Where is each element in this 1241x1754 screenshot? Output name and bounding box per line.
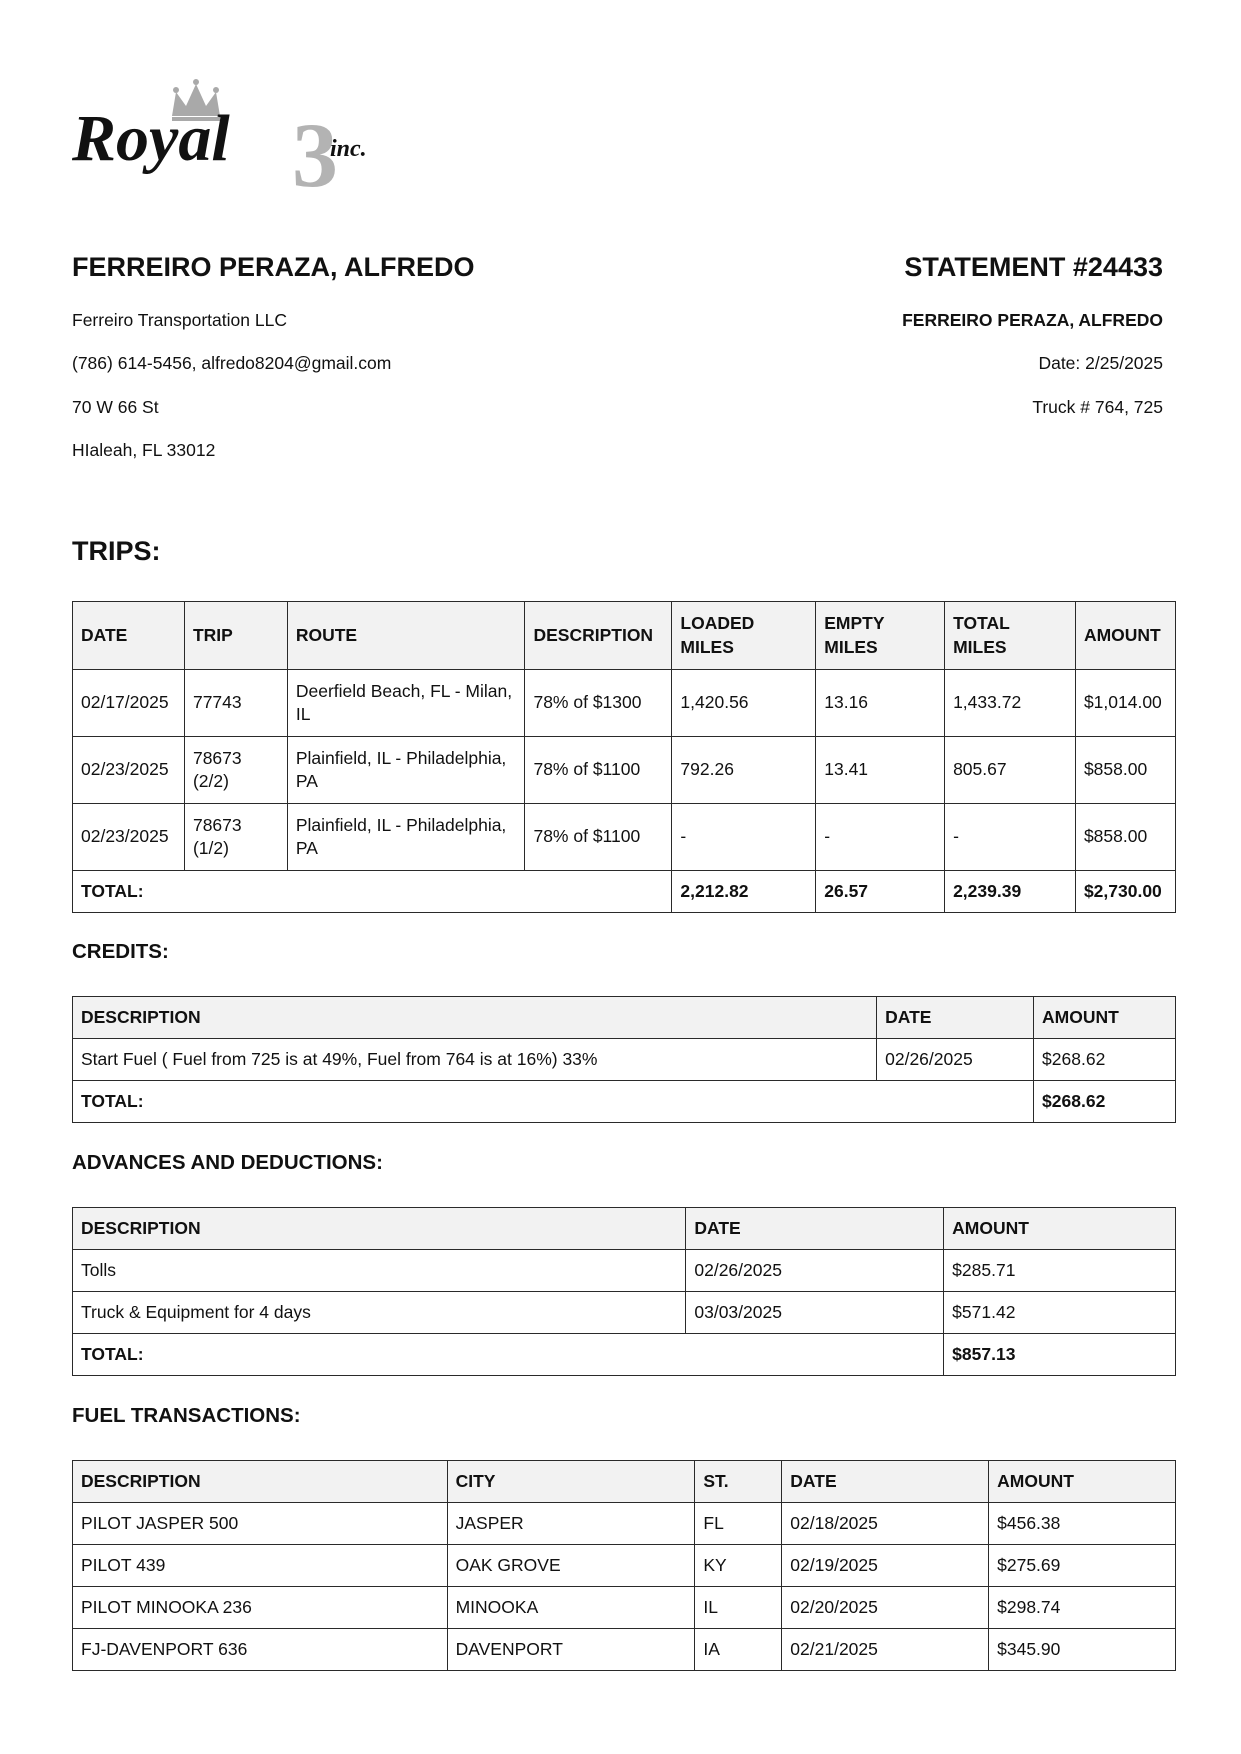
trip-date: 02/23/2025: [73, 737, 185, 804]
trip-loaded-miles: -: [672, 804, 816, 871]
trips-header: DESCRIPTION: [525, 602, 672, 670]
fuel-table: [72, 1460, 1176, 1671]
statement-truck: Truck # 764, 725: [1032, 397, 1163, 417]
trip-total-miles: 805.67: [945, 737, 1076, 804]
table-row: [73, 1545, 1176, 1587]
trip-description: 78% of $1100: [525, 804, 672, 871]
advances-total-row: [73, 1334, 1176, 1376]
advances-total-amount: $857.13: [944, 1334, 1176, 1376]
driver-city: HIaleah, FL 33012: [72, 440, 216, 460]
credit-amount: $268.62: [1034, 1039, 1176, 1081]
fuel-date: 02/19/2025: [782, 1545, 989, 1587]
trips-header: AMOUNT: [1075, 602, 1175, 670]
fuel-header: ST.: [695, 1461, 782, 1503]
driver-street: 70 W 66 St: [72, 397, 159, 417]
trips-total-row: [73, 871, 1176, 913]
trips-total-empty: 26.57: [816, 871, 945, 913]
driver-name: FERREIRO PERAZA, ALFREDO: [72, 252, 475, 282]
fuel-state: IL: [695, 1587, 782, 1629]
trip-route: Plainfield, IL - Philadelphia, PA: [287, 804, 525, 871]
table-row: [73, 1503, 1176, 1545]
trip-empty-miles: 13.41: [816, 737, 945, 804]
trips-total-amount: $2,730.00: [1075, 871, 1175, 913]
advance-description: Truck & Equipment for 4 days: [73, 1292, 686, 1334]
driver-company: Ferreiro Transportation LLC: [72, 310, 287, 330]
table-row: [73, 804, 1176, 871]
credits-header-row: [73, 997, 1176, 1039]
svg-text:3: 3: [292, 104, 338, 196]
advances-total-label: TOTAL:: [73, 1334, 944, 1376]
fuel-amount: $345.90: [989, 1629, 1176, 1671]
trips-total-label: TOTAL:: [73, 871, 672, 913]
trip-loaded-miles: 1,420.56: [672, 670, 816, 737]
fuel-header: DATE: [782, 1461, 989, 1503]
credit-date: 02/26/2025: [877, 1039, 1034, 1081]
fuel-description: PILOT 439: [73, 1545, 448, 1587]
trips-header: LOADED MILES: [672, 602, 816, 670]
trips-header-row: [73, 602, 1176, 670]
trip-route: Deerfield Beach, FL - Milan, IL: [287, 670, 525, 737]
table-row: [73, 1587, 1176, 1629]
trips-header: EMPTY MILES: [816, 602, 945, 670]
fuel-city: JASPER: [447, 1503, 695, 1545]
fuel-header: AMOUNT: [989, 1461, 1176, 1503]
trip-amount: $858.00: [1075, 737, 1175, 804]
trips-total-miles: 2,239.39: [945, 871, 1076, 913]
advance-date: 02/26/2025: [686, 1250, 944, 1292]
fuel-amount: $456.38: [989, 1503, 1176, 1545]
table-row: [73, 1039, 1176, 1081]
fuel-amount: $275.69: [989, 1545, 1176, 1587]
trip-description: 78% of $1100: [525, 737, 672, 804]
trip-route: Plainfield, IL - Philadelphia, PA: [287, 737, 525, 804]
advance-amount: $285.71: [944, 1250, 1176, 1292]
advance-date: 03/03/2025: [686, 1292, 944, 1334]
credits-title: CREDITS:: [72, 940, 169, 963]
fuel-date: 02/18/2025: [782, 1503, 989, 1545]
trips-total-loaded: 2,212.82: [672, 871, 816, 913]
advance-description: Tolls: [73, 1250, 686, 1292]
fuel-amount: $298.74: [989, 1587, 1176, 1629]
svg-text:inc.: inc.: [330, 136, 367, 162]
statement-name: FERREIRO PERAZA, ALFREDO: [902, 310, 1163, 330]
trip-total-miles: 1,433.72: [945, 670, 1076, 737]
credits-table: [72, 996, 1176, 1123]
fuel-date: 02/21/2025: [782, 1629, 989, 1671]
driver-contact: (786) 614-5456, alfredo8204@gmail.com: [72, 353, 392, 373]
fuel-header-row: [73, 1461, 1176, 1503]
trip-number: 78673 (1/2): [184, 804, 287, 871]
fuel-state: KY: [695, 1545, 782, 1587]
trip-amount: $858.00: [1075, 804, 1175, 871]
table-row: [73, 737, 1176, 804]
trips-table: [72, 601, 1176, 913]
fuel-state: IA: [695, 1629, 782, 1671]
fuel-title: FUEL TRANSACTIONS:: [72, 1404, 301, 1427]
fuel-header: DESCRIPTION: [73, 1461, 448, 1503]
fuel-state: FL: [695, 1503, 782, 1545]
statement-title: STATEMENT #24433: [904, 252, 1163, 282]
advances-header: DATE: [686, 1208, 944, 1250]
credits-header: DESCRIPTION: [73, 997, 877, 1039]
trips-header: ROUTE: [287, 602, 525, 670]
trip-number: 78673 (2/2): [184, 737, 287, 804]
fuel-description: PILOT JASPER 500: [73, 1503, 448, 1545]
advances-header: DESCRIPTION: [73, 1208, 686, 1250]
advances-header-row: [73, 1208, 1176, 1250]
trips-title: TRIPS:: [72, 536, 161, 566]
table-row: [73, 670, 1176, 737]
trip-empty-miles: -: [816, 804, 945, 871]
table-row: [73, 1292, 1176, 1334]
trip-loaded-miles: 792.26: [672, 737, 816, 804]
credit-description: Start Fuel ( Fuel from 725 is at 49%, Fuel from 764 is at 16%) 33%: [73, 1039, 877, 1081]
fuel-city: DAVENPORT: [447, 1629, 695, 1671]
trip-empty-miles: 13.16: [816, 670, 945, 737]
trips-header: TOTAL MILES: [945, 602, 1076, 670]
fuel-city: OAK GROVE: [447, 1545, 695, 1587]
fuel-description: FJ-DAVENPORT 636: [73, 1629, 448, 1671]
trip-description: 78% of $1300: [525, 670, 672, 737]
trip-number: 77743: [184, 670, 287, 737]
advances-table: [72, 1207, 1176, 1376]
fuel-description: PILOT MINOOKA 236: [73, 1587, 448, 1629]
trip-amount: $1,014.00: [1075, 670, 1175, 737]
statement-date: Date: 2/25/2025: [1038, 353, 1163, 373]
trip-date: 02/23/2025: [73, 804, 185, 871]
credits-total-row: [73, 1081, 1176, 1123]
royal-3-logo: [72, 78, 392, 196]
credits-total-label: TOTAL:: [73, 1081, 1034, 1123]
table-row: [73, 1250, 1176, 1292]
credits-header: DATE: [877, 997, 1034, 1039]
advance-amount: $571.42: [944, 1292, 1176, 1334]
svg-text:Royal: Royal: [72, 102, 230, 175]
fuel-city: MINOOKA: [447, 1587, 695, 1629]
trips-header: TRIP: [184, 602, 287, 670]
fuel-date: 02/20/2025: [782, 1587, 989, 1629]
trip-date: 02/17/2025: [73, 670, 185, 737]
trips-header: DATE: [73, 602, 185, 670]
credits-header: AMOUNT: [1034, 997, 1176, 1039]
advances-title: ADVANCES AND DEDUCTIONS:: [72, 1151, 383, 1174]
trip-total-miles: -: [945, 804, 1076, 871]
credits-total-amount: $268.62: [1034, 1081, 1176, 1123]
table-row: [73, 1629, 1176, 1671]
fuel-header: CITY: [447, 1461, 695, 1503]
advances-header: AMOUNT: [944, 1208, 1176, 1250]
